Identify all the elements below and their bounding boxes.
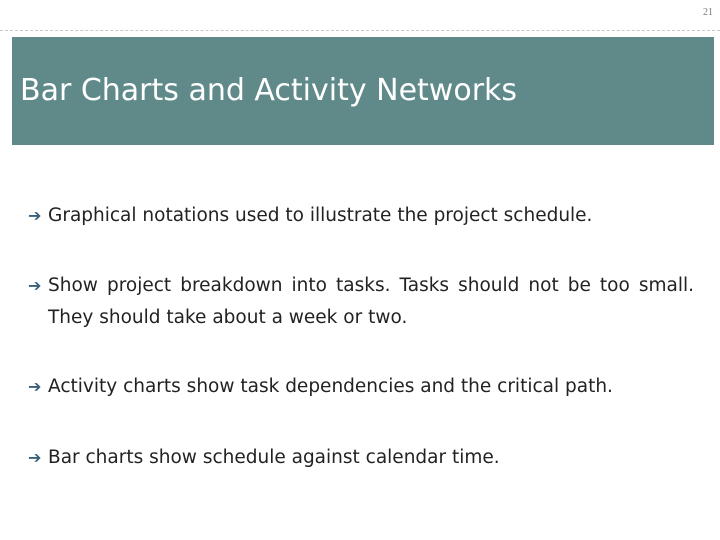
slide-number: 21: [703, 7, 713, 18]
bullet-text: Show project breakdown into tasks. Tasks should not be too small. They should take about a week or two.: [48, 275, 694, 328]
bullet-item: [28, 200, 694, 232]
bullet-item: [28, 442, 694, 474]
bullet-text: Activity charts show task dependencies and the critical path.: [48, 376, 613, 397]
bullet-text: Bar charts show schedule against calendar time.: [48, 447, 500, 468]
arrow-right-icon: ➔: [28, 276, 42, 295]
title-banner: [12, 37, 714, 145]
arrow-right-icon: ➔: [28, 377, 42, 396]
bullet-item: [28, 371, 694, 403]
header-divider: [0, 30, 720, 31]
arrow-right-icon: ➔: [28, 206, 42, 225]
arrow-right-icon: ➔: [28, 448, 42, 467]
bullet-text: Graphical notations used to illustrate the project schedule.: [48, 205, 593, 226]
bullet-item: [28, 270, 694, 334]
slide-title: Bar Charts and Activity Networks: [20, 73, 518, 108]
